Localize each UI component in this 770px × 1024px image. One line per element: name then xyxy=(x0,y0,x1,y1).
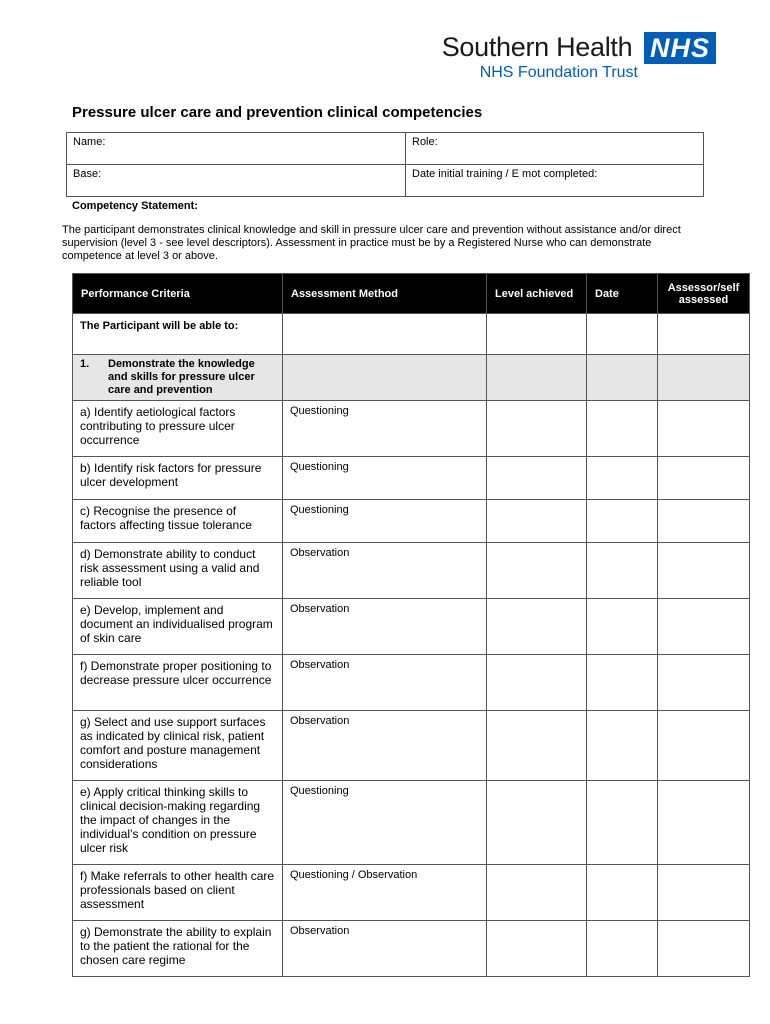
assessor-cell[interactable] xyxy=(658,401,750,457)
criteria-cell: f) Make referrals to other health care professionals based on client assessment xyxy=(73,865,283,921)
level-achieved-cell[interactable] xyxy=(487,921,587,977)
assessment-method-cell: Observation xyxy=(283,599,487,655)
table-row xyxy=(73,865,750,921)
level-achieved-cell[interactable] xyxy=(487,500,587,543)
date-cell[interactable] xyxy=(587,655,658,711)
page-title: Pressure ulcer care and prevention clinical competencies xyxy=(72,104,483,121)
role-field[interactable]: Role: xyxy=(406,133,704,165)
date-cell[interactable] xyxy=(587,401,658,457)
level-achieved-cell[interactable] xyxy=(487,543,587,599)
table-row xyxy=(73,500,750,543)
level-achieved-cell[interactable] xyxy=(487,599,587,655)
header-assessor: Assessor/self assessed xyxy=(658,274,750,314)
section-row xyxy=(73,355,750,401)
level-achieved-cell[interactable] xyxy=(487,781,587,865)
subheader-label: The Participant will be able to: xyxy=(73,314,283,355)
criteria-cell: b) Identify risk factors for pressure ulcer development xyxy=(73,457,283,500)
assessor-cell[interactable] xyxy=(658,457,750,500)
info-table xyxy=(66,132,704,197)
name-field[interactable]: Name: xyxy=(67,133,406,165)
competency-heading: Competency Statement: xyxy=(72,200,198,212)
section-title-cell xyxy=(73,355,283,401)
criteria-cell: e) Apply critical thinking skills to clinical decision-making regarding the impact of changes in the individual’s condition on pressure ulcer risk xyxy=(73,781,283,865)
assessment-method-cell: Observation xyxy=(283,655,487,711)
criteria-cell: a) Identify aetiological factors contributing to pressure ulcer occurrence xyxy=(73,401,283,457)
subheader-row xyxy=(73,314,750,355)
date-cell[interactable] xyxy=(587,781,658,865)
trust-name: NHS Foundation Trust xyxy=(479,64,638,81)
level-achieved-cell[interactable] xyxy=(487,655,587,711)
base-field[interactable]: Base: xyxy=(67,165,406,197)
table-row xyxy=(73,401,750,457)
date-cell[interactable] xyxy=(587,711,658,781)
assessment-method-cell: Observation xyxy=(283,921,487,977)
table-row xyxy=(73,543,750,599)
assessor-cell[interactable] xyxy=(658,781,750,865)
criteria-cell: c) Recognise the presence of factors affecting tissue tolerance xyxy=(73,500,283,543)
nhs-badge: NHS xyxy=(644,32,716,64)
criteria-cell: d) Demonstrate ability to conduct risk assessment using a valid and reliable tool xyxy=(73,543,283,599)
table-row xyxy=(73,781,750,865)
criteria-cell: f) Demonstrate proper positioning to decrease pressure ulcer occurrence xyxy=(73,655,283,711)
training-date-field[interactable]: Date initial training / E mot completed: xyxy=(406,165,704,197)
assessor-cell[interactable] xyxy=(658,543,750,599)
level-achieved-cell[interactable] xyxy=(487,401,587,457)
level-achieved-cell[interactable] xyxy=(487,865,587,921)
date-cell[interactable] xyxy=(587,599,658,655)
assessment-method-cell: Questioning xyxy=(283,401,487,457)
table-row xyxy=(73,457,750,500)
table-row xyxy=(73,599,750,655)
assessor-cell[interactable] xyxy=(658,921,750,977)
section-title: Demonstrate the knowledge and skills for pressure ulcer care and prevention xyxy=(108,358,255,396)
level-achieved-cell[interactable] xyxy=(487,457,587,500)
assessment-method-cell: Observation xyxy=(283,543,487,599)
assessment-method-cell: Questioning xyxy=(283,781,487,865)
assessor-cell[interactable] xyxy=(658,865,750,921)
criteria-cell: g) Select and use support surfaces as indicated by clinical risk, patient comfort and posture management considerations xyxy=(73,711,283,781)
assessor-cell[interactable] xyxy=(658,711,750,781)
date-cell[interactable] xyxy=(587,457,658,500)
date-cell[interactable] xyxy=(587,865,658,921)
trust-logo xyxy=(442,32,716,84)
header-date: Date xyxy=(587,274,658,314)
section-number: 1. xyxy=(80,358,90,370)
table-header-row xyxy=(73,274,750,314)
date-cell[interactable] xyxy=(587,500,658,543)
assessor-cell[interactable] xyxy=(658,599,750,655)
assessor-cell[interactable] xyxy=(658,655,750,711)
table-row xyxy=(73,921,750,977)
assessor-cell[interactable] xyxy=(658,500,750,543)
assessment-method-cell: Observation xyxy=(283,711,487,781)
criteria-cell: e) Develop, implement and document an individualised program of skin care xyxy=(73,599,283,655)
level-achieved-cell[interactable] xyxy=(487,711,587,781)
competency-table xyxy=(72,273,750,977)
logo-text xyxy=(442,32,638,84)
assessment-method-cell: Questioning xyxy=(283,500,487,543)
org-name: Southern Health xyxy=(441,32,633,62)
header-level-achieved: Level achieved xyxy=(487,274,587,314)
competency-text: The participant demonstrates clinical knowledge and skill in pressure ulcer care and prevention without assistance and/or direct supervision (level 3 - see level descriptors). Assessment in practice must be by a Registered Nurse who can demonstrate competence at level 3 or above. xyxy=(62,224,681,262)
table-row xyxy=(73,655,750,711)
assessment-method-cell: Questioning / Observation xyxy=(283,865,487,921)
header-assessment-method: Assessment Method xyxy=(283,274,487,314)
date-cell[interactable] xyxy=(587,921,658,977)
date-cell[interactable] xyxy=(587,543,658,599)
assessment-method-cell: Questioning xyxy=(283,457,487,500)
criteria-cell: g) Demonstrate the ability to explain to the patient the rational for the chosen care regime xyxy=(73,921,283,977)
table-row xyxy=(73,711,750,781)
header-performance-criteria: Performance Criteria xyxy=(73,274,283,314)
